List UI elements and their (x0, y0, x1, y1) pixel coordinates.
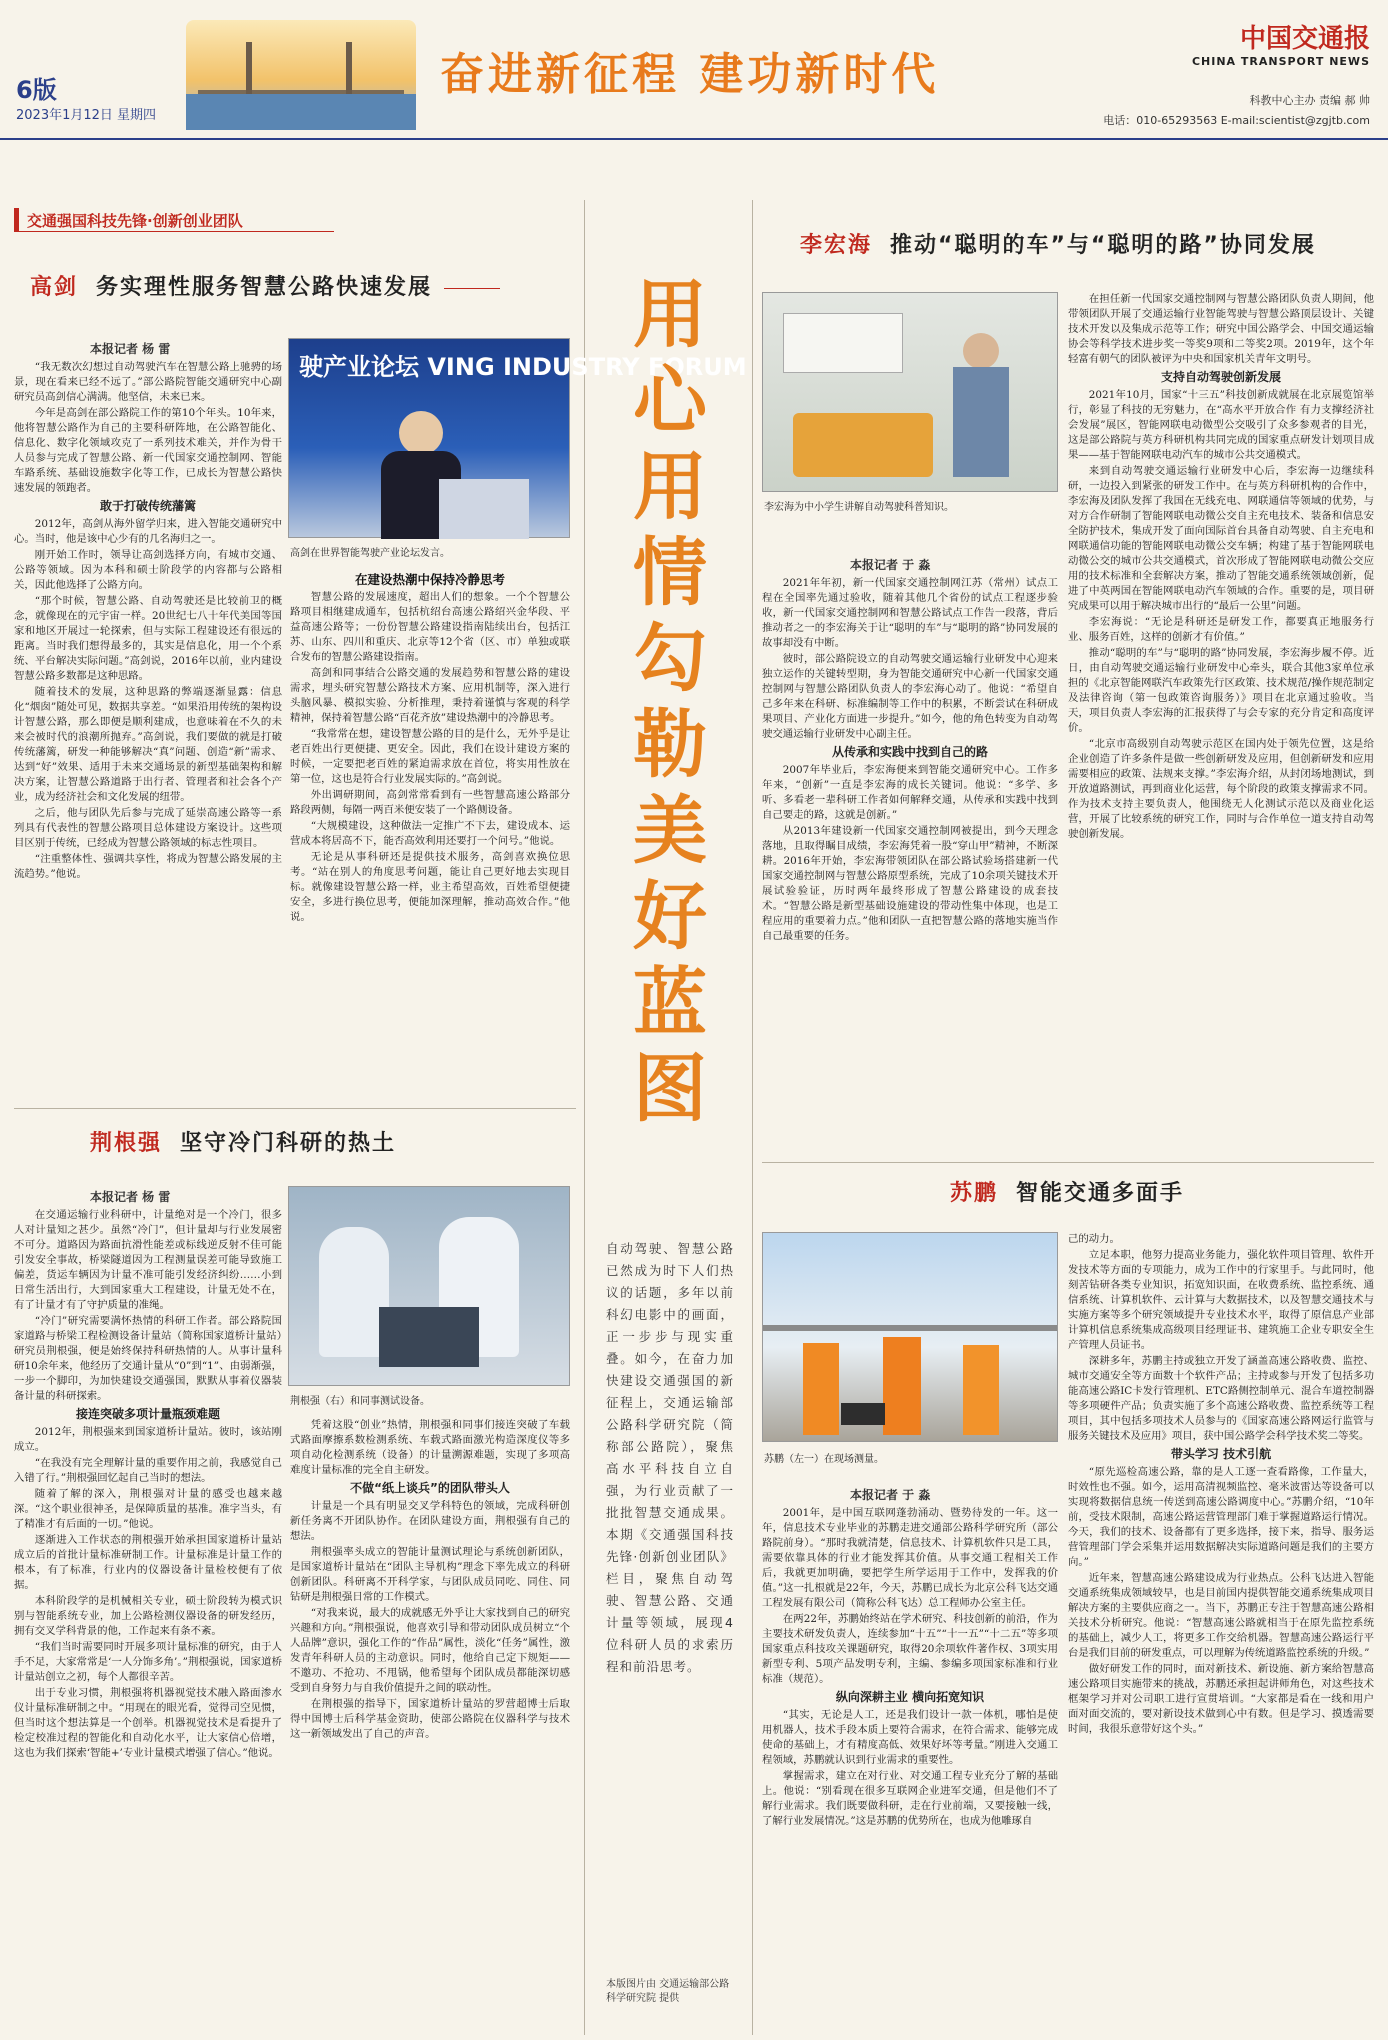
subheading: 带头学习 技术引航 (1170, 1447, 1272, 1461)
paragraph: “北京市高级别自动驾驶示范区在国内处于领先位置，这是给企业创造了许多条件是做一些创新研发及应用，但创新研发和应用需要相应的政策、法规来支撑。”李宏海介绍，从封闭场地测试，到开放道路测试，再到商业化运营，每个阶段的政策支撑需求不同。作为技术支持主要负责人，他围绕无人化测试示范以及商业化运营，开展了比较系统的研究工作，同时与合作单位一道支持自动驾驶创新发展。 (1068, 738, 1374, 840)
test-equipment (379, 1307, 479, 1367)
paragraph: 凭着这股“创业”热情，荆根强和同事们接连突破了车载式路面摩擦系数检测系统、车载式路面激光构造深度仪等多项自动化检测系统（设备）的计量溯源难题，实现了多项高难度计量标准的完全自主研发。 (290, 1419, 570, 1476)
paragraph: “那个时候，智慧公路、自动驾驶还是比较前卫的概念，就像现在的元宇宙一样。20世纪七八十年代美国等国家和地区开展过一轮探索，但与实际工程建设还有很远的距离。当时我们想得最多的，其实是信息化，用一个个系统、平台解决实际问题。”高剑说，2016年以前，业内建设智慧公路多数都是这种思路。 (14, 595, 282, 682)
podium (439, 479, 529, 539)
headline-jinggenqiang (90, 1126, 396, 1157)
paragraph: “注重整体性、强调共享性，将成为智慧公路发展的主流趋势。”他说。 (14, 853, 282, 880)
paragraph: “我常常在想，建设智慧公路的目的是什么，无外乎是让老百姓出行更便捷、更安全。因此，我们在设计建设方案的时候，一定要把老百姓的紧迫需求放在首位，将实用性放在第一位，这也是符合行业发展实际的。”高剑说。 (290, 728, 570, 785)
paragraph: 本科阶段学的是机械相关专业，硕士阶段转为模式识别与智能系统专业，加上公路检测仪器设备的研发经历，拥有交叉学科背景的他，工作起来有条不紊。 (14, 1595, 282, 1637)
highway-overpass (763, 1325, 1057, 1331)
article-column (290, 1418, 570, 2033)
paragraph: 李宏海说：“无论是科研还是研发工作，都要真正地服务行业、服务百姓，这样的创新才有价值。” (1068, 616, 1374, 643)
person-name: 荆根强 (90, 1131, 163, 1156)
story-divider-left (14, 1108, 576, 1109)
subheading: 在建设热潮中保持冷静思考 (354, 572, 505, 587)
photo-caption: 高剑在世界智能驾驶产业论坛发言。 (290, 548, 450, 559)
speaker-body (953, 367, 1009, 477)
paragraph: 在两22年，苏鹏始终站在学术研究、科技创新的前沿，作为主要技术研发负责人，连续参加“十五”“十一五”“十二五”等多项国家重点科技攻关课题研究，取得20余项软件著作权、3项实用新型专利、5项产品发明专利，主编、参编多项国家标准和行业标准（规范）。 (762, 1613, 1058, 1685)
article-column (290, 590, 570, 1105)
newspaper-logo (1192, 18, 1370, 68)
story-divider-right (762, 1162, 1374, 1163)
worker-in-safety-vest (963, 1345, 999, 1435)
paragraph: 彼时，部公路院设立的自动驾驶交通运输行业研发中心迎来独立运作的关键转型期，身为智能交通研究中心新一代国家交通控制网与智慧公路团队负责人的李宏海心动了。他说：“希望自己多年来在科研、标准编制等工作中的积累，不断尝试在科研成果项目、产业化方面进一步提升。”如今，他的角色转变为自动驾驶交通运输行业研发中心副主任。 (762, 653, 1058, 740)
slogan-banner: 奋进新征程 建功新时代 (440, 49, 940, 100)
subheading: 纵向深耕主业 横向拓宽知识 (835, 1690, 985, 1704)
paragraph: “我们当时需要同时开展多项计量标准的研究，由于人手不足，大家常常是‘一人分饰多角’。”荆根强说，国家道桥计量站创立之初，每个人都很辛苦。 (14, 1641, 282, 1683)
subheading: 从传承和实践中找到自己的路 (831, 745, 988, 759)
paragraph: “我无数次幻想过自动驾驶汽车在智慧公路上驰骋的场景，现在看来已经不远了。”部公路院智能交通研究中心副研究员高剑信心满满。他坚信，未来已来。 (14, 361, 282, 403)
person-name: 苏鹏 (950, 1181, 999, 1206)
paragraph: 立足本职，他努力提高业务能力，强化软件项目管理、软件开发技术等方面的专项能力，成为工作中的行家里手。与此同时，他刻苦钻研各类专业知识，拓宽知识面，在收费系统、监控系统、通信系统、计算机软件、云计算与大数据技术，以及智慧交通技术与实施方案等多个研究领域提升专业技术水平，取得了原信息产业部计算机信息系统集成高级项目经理证书、建筑施工企业专职安全生产管理人员证书。 (1068, 1249, 1374, 1351)
byline: 本报记者 于 淼 (850, 558, 931, 572)
photo-supeng-field (762, 1232, 1058, 1442)
headline-text: 智能交通多面手 (1016, 1181, 1185, 1206)
paragraph: 无论是从事科研还是提供技术服务，高剑喜欢换位思考。“站在别人的角度思考问题，能让自己更好地去实现目标。就像建设智慧公路一样，业主希望高效，百姓希望便捷安全，多进行换位思考，便能加深理解，推动高效合作。”他说。 (290, 851, 570, 923)
brand-name-cn: 中国交通报 (1239, 24, 1370, 54)
worker-in-safety-vest (803, 1343, 839, 1435)
paragraph: 2012年，高剑从海外留学归来，进入智能交通研究中心。当时，他是该中心少有的几名海归之一。 (14, 518, 282, 545)
paragraph: 之后，他与团队先后参与完成了延崇高速公路等一系列具有代表性的智慧公路项目总体建设方案设计。这些项目区别于传统，已经成为智慧公路领域的标志性项目。 (14, 807, 282, 849)
contact-line: 电话：010-65293563 E-mail:scientist@zgjtb.com (1103, 114, 1370, 127)
paragraph: 外出调研期间，高剑常常看到有一些智慧高速公路部分路段两侧，每隔一两百米便安装了一个路侧设备。 (290, 789, 570, 816)
paragraph: 刚开始工作时，领导让高剑选择方向，有城市交通、公路等领域。因为本科和硕士阶段学的内容都与公路相关，因此他选择了公路方向。 (14, 549, 282, 591)
issue-date: 2023年1月12日 星期四 (16, 108, 157, 123)
speaker-head (963, 333, 999, 369)
paragraph: 在担任新一代国家交通控制网与智慧公路团队负责人期间，他带领团队开展了交通运输行业智能驾驶与智慧公路顶层设计、关键技术开发以及集成示范等工作；研究中国公路学会、中国交通运输协会等科学技术进步奖一等奖9项和二等奖2项。2019年，这个年轻富有朝气的团队被评为中央和国家机关青年文明号。 (1068, 293, 1374, 365)
paragraph: 近年来，智慧高速公路建设成为行业热点。公科飞达进入智能交通系统集成领域较早，也是目前国内提供智能交通系统集成项目解决方案的主要供应商之一。当下，苏鹏正专注于智慧高速公路相关技术分析研究。他说：“智慧高速公路就相当于在原先监控系统的基础上，减少人工，将更多工作交给机器。智慧高速公路运行平台是我们目前的研发重点，可以理解为传统道路监控系统的升级。” (1068, 1572, 1374, 1659)
photo-credit: 本版图片由 交通运输部公路科学研究院 提供 (606, 1979, 730, 2004)
paragraph: 深耕多年，苏鹏主持或独立开发了涵盖高速公路收费、监控、城市交通安全等方面数十个软件产品；主持或参与开发了包括多功能高速公路IC卡发行管理机、ETC路侧控制单元、混合车道控制器等多项硬件产品；负责实施了多个高速公路收费、监控系统等工程项目，其中包括多项技术人员参与的《国家高速公路网运行监管与服务关键技术及应用》项目，获中国公路学会科学技术奖二等奖。 (1068, 1355, 1374, 1442)
headline-text: 务实理性服务智慧公路快速发展 (96, 275, 433, 300)
feature-introduction: 自动驾驶、智慧公路已然成为时下人们热议的话题，多年以前科幻电影中的画面，正一步步与现实重叠。如今，在奋力加快建设交通强国的新征程上，交通运输部公路科学研究院（简称部公路院），聚焦高水平科技自立自强，为行业贡献了一批批智慧交通成果。本期《交通强国科技先锋·创新创业团队》栏目，聚焦自动驾驶、智慧公路、交通计量等领域，展现4位科研人员的求索历程和前沿思考。 (606, 1241, 734, 1674)
measuring-instrument (841, 1403, 885, 1425)
paragraph: “对我来说，最大的成就感无外乎让大家找到自己的研究兴趣和方向。”荆根强说，他喜欢引导和带动团队成员树立“个人品牌”意识，强化工作的“作品”属性，淡化“任务”属性，激发青年科研人员的主动意识。同时，他给自己定下规矩——不邀功、不抢功、不甩锅，他希望每个团队成员都能深切感受到自身努力与自我价值提升之间的联动性。 (290, 1607, 570, 1694)
article-column (14, 1208, 282, 2033)
column-divider-right (752, 200, 753, 2035)
paragraph: 出于专业习惯，荆根强将机器视觉技术融入路面渗水仪计量标准研制之中。“用现在的眼光看，觉得司空见惯，但当时这个想法算是一个创举。机器视觉技术是看提升了检定校准过程的智能化和自动化水平，让大家信心倍增，这也为我们探索‘智能+’专业计量模式增强了信心。”他说。 (14, 1687, 282, 1759)
byline: 本报记者 杨 雷 (90, 342, 171, 356)
subheading: 不做“纸上谈兵”的团队带头人 (350, 1481, 510, 1495)
paragraph: 己的动力。 (1068, 1233, 1120, 1245)
photo-gaojian-forum (288, 338, 747, 538)
subheading: 支持自动驾驶创新发展 (1160, 370, 1281, 384)
column-tag: 交通强国科技先锋·创新创业团队 (14, 208, 334, 232)
article-column (1068, 292, 1374, 1156)
photo-jinggenqiang-lab (288, 1186, 570, 1386)
editor-line: 科教中心主办 责编 郝 帅 (1249, 94, 1370, 107)
page-number: 6版 (16, 76, 57, 104)
paragraph: 2021年年初，新一代国家交通控制网江苏（常州）试点工程在全国率先通过验收，随着其他几个省份的试点工程逐步验收，新一代国家交通控制网和智慧公路试点工作告一段落，背后推动者之一的李宏海关于让“聪明的车”与“聪明的路”协同发展的故事却没有中断。 (762, 577, 1058, 649)
headline-gaojian (30, 270, 500, 301)
feature-title: 用心用情勾勒美好蓝图 (633, 272, 707, 1132)
paragraph: 高剑和同事结合公路交通的发展趋势和智慧公路的建设需求，埋头研究智慧公路技术方案、应用机制等，深入进行头脑风暴、模拟实验、分析推理，秉持着谨慎与客观的科学精神，保持着智慧公路“百花齐放”建设热潮中的冷静思考。 (290, 667, 570, 724)
paragraph: “冷门”研究需要满怀热情的科研工作者。部公路院国家道路与桥梁工程检测设备计量站（简称国家道桥计量站）研究员荆根强，便是始终保持科研热情的人。从事计量科研10余年来，他经历了交通计量从“0”到“1”、由弱渐强，一步一个脚印，为加快建设交通强国，默默从事着仪器装备计量的科研探索。 (14, 1315, 282, 1402)
paragraph: 从2013年建设新一代国家交通控制网被提出，到今天理念落地，且取得瞩目成绩，李宏海凭着一股“穿山甲”精神，不断深耕。2016年开始，李宏海带领团队在部公路试验场搭建新一代国家交通控制网与智慧公路原型系统，完成了10余项关键技术开展试验验证，历时两年最终形成了智慧公路建设的成套技术。“智慧公路是新型基础设施建设的带动性集中体现，也是工程应用的重要着力点。”他和团队一直把智慧公路的落地实施当作自己最重要的任务。 (762, 825, 1058, 942)
article-column (762, 576, 1058, 1156)
photo-sign-text: 驶产业论坛 VING INDUSTRY FORUM (299, 353, 747, 381)
photo-lihonghai-classroom (762, 292, 1058, 492)
paragraph: 逐渐进入工作状态的荆根强开始承担国家道桥计量站成立后的首批计量标准研制工作。计量标准是计量工作的根本，有了标准，行业内的仪器设备计量检校便有了依据。 (14, 1534, 282, 1591)
paragraph: “其实，无论是人工，还是我们设计一款一体机，哪怕是使用机器人，技术手段本质上要符合需求，在符合需求、能够完成使命的基础上，才有精度高低、效果好坏等考量。”刚进入交通工程领域，苏鹏就认识到行业需求的重要性。 (762, 1709, 1058, 1766)
paragraph: 推动“聪明的车”与“聪明的路”协同发展，李宏海步履不停。近日，由自动驾驶交通运输行业研发中心牵头，联合其他3家单位承担的《北京智能网联汽车政策先行区政策、技术规范/操作规范制定及法律咨询（第一包政策咨询服务）》项目在北京通过验收。当天，项目负责人李宏海的汇报获得了与会专家的充分肯定和高度评价。 (1068, 647, 1374, 734)
headline-text: 坚守冷门科研的热土 (180, 1131, 397, 1156)
paragraph: 做好研发工作的同时，面对新技术、新设施、新方案给智慧高速公路项目实施带来的挑战，苏鹏还承担起讲师角色，对这些技术框架学习并对公司职工进行宣贯培训。“大家都是看在一线和用户面对面交流的，要对新设技术做到心中有数。但是学习、摸透需要时间，我很乐意带好这个头。” (1068, 1663, 1374, 1735)
paragraph: 2012年，荆根强来到国家道桥计量站。彼时，该站刚成立。 (14, 1426, 282, 1453)
article-column (1068, 1232, 1374, 2034)
person-name: 高剑 (30, 275, 79, 300)
masthead (0, 0, 1388, 140)
paragraph: 掌握需求，建立在对行业、对交通工程专业充分了解的基础上。他说：“别看现在很多互联网企业进军交通，但是他们不了解行业需求。我们既要做科研，走在行业前端，又要接触一线，了解行业发展情况。”这是苏鹏的优势所在，也成为他雕琢自 (762, 1770, 1058, 1827)
photo-caption: 李宏海为中小学生讲解自动驾驶科普知识。 (764, 502, 954, 513)
brand-name-en: CHINA TRANSPORT NEWS (1191, 55, 1370, 68)
paragraph: “大规模建设，这种做法一定推广不下去，建设成本、运营成本将居高不下，能否高效利用还要打一个问号。”他说。 (290, 820, 570, 847)
subheading: 敢于打破传统藩篱 (99, 499, 196, 513)
paragraph: 2021年10月，国家“十三五”科技创新成就展在北京展览馆举行，彰显了科技的无穷魅力，在“高水平开放合作 有力支撑经济社会发展”展区，智能网联电动微型公交吸引了众多参观者的目光，这是部公路院与英方科研机构共同完成的国家重点研发计划项目成果——基于智能网联电动汽车的城市公共交通模式。 (1068, 389, 1374, 461)
paragraph: 来到自动驾驶交通运输行业研发中心后，李宏海一边继续科研，一边投入到紧张的研发工作中。在与英方科研机构的合作中，李宏海及团队发挥了我国在无线充电、网联通信等领域的优势，与对方合作研制了智能网联电动微公交自主充电技术、装备和信息安全防护技术，集成开发了面向国际首台具备自动驾驶、自主充电和网联通信功能的智能网联电动微公交车辆；构建了基于智能网联电动微公交的城市公共交通模式，首次形成了智能网联电动微公交应用的技术标准和全套解决方案，推动了智能交通系统领域创新，促进了中英两国在智能网联电动汽车领域的合作。重要的是，项目研究成果可以用于解决城市出行的“最后一公里”问题。 (1068, 465, 1374, 612)
paragraph: 今年是高剑在部公路院工作的第10个年头。10年来，他将智慧公路作为自己的主要科研阵地，在公路智能化、信息化、数字化领域攻克了一系列技术难关，并作为骨干人员参与完成了智慧公路、新一代国家交通控制网、智能车路系统、基础设施数字化等工作，已成长为智慧公路快速发展的领跑者。 (14, 407, 282, 494)
headline-lihonghai (800, 228, 1316, 259)
paragraph: “原先巡检高速公路，靠的是人工逐一查看路像，工作量大，时效性也不强。如今，运用高清视频监控、毫米波雷达等设备可以实现将数据信息统一传送到高速公路调度中心。”苏鹏介绍，“10年前，受技术限制，高速公路运营管理部门难于掌握道路运行情况。今天，我们的技术、设备都有了更多选择，接下来，指导、服务运营管理部门学会采集并运用数据解决实际道路问题是我们的主要方向。” (1068, 1466, 1374, 1568)
paragraph: 2007年毕业后，李宏海便来到智能交通研究中心。工作多年来，“创新”一直是李宏海的成长关键词。他说：“多学、多听、多看老一辈科研工作者如何解释交通，从传承和实践中找到自己要走的路，这就是创新。” (762, 764, 1058, 821)
classroom-screen (783, 313, 903, 373)
subheading: 接连突破多项计量瓶颈难题 (75, 1407, 220, 1421)
article-column (14, 360, 282, 1105)
byline: 本报记者 于 淼 (850, 1488, 931, 1502)
students-group (793, 413, 933, 477)
photo-caption: 荆根强（右）和同事测试设备。 (290, 1396, 430, 1407)
headline-supeng (950, 1176, 1184, 1207)
person-name: 李宏海 (800, 233, 873, 258)
byline: 本报记者 杨 雷 (90, 1190, 171, 1204)
paragraph: 智慧公路的发展速度，超出人们的想象。一个个智慧公路项目相继建成通车，包括杭绍台高速公路绍兴金华段、平益高速公路等；一份份智慧公路建设指南陆续出台，包括江苏、山东、四川和重庆、北京等12个省（区、市）单独或联合发布的智慧公路建设指南。 (290, 591, 570, 663)
paragraph: “在我没有完全理解计量的重要作用之前，我感觉自己入错了行。”荆根强回忆起自己当时的想法。 (14, 1457, 282, 1484)
paragraph: 随着技术的发展，这种思路的弊端逐渐显露：信息化“烟囱”随处可见，数据共享差。“如果沿用传统的架构设计智慧公路，那么即便是顺利建成，也意味着在不久的未来会被时代的浪潮所抛弃。”高剑说，我们要做的就是打破传统藩篱，研发一种能够解决“真”问题、创造“新”需求、达到“好”效果、适用于未来交通场景的新型基础架构和解决方案，让智慧公路道路于出行者、管理者和社会各个产业，成为经济社会和文化发展的纽带。 (14, 686, 282, 803)
headline-text: 推动“聪明的车”与“聪明的路”协同发展 (890, 233, 1316, 258)
paragraph: 随着了解的深入，荆根强对计量的感受也越来越深。“这个职业很神圣，是保障质量的基准。准字当头，有了精准才有后面的一切。”他说。 (14, 1488, 282, 1530)
bridge-illustration (186, 20, 416, 130)
photo-caption: 苏鹏（左一）在现场测量。 (764, 1454, 884, 1465)
column-divider-left (584, 200, 585, 2035)
paragraph: 计量是一个具有明显交叉学科特色的领域，完成科研创新任务离不开团队协作。在团队建设方面，荆根强有自己的想法。 (290, 1500, 570, 1542)
paragraph: 在荆根强的指导下，国家道桥计量站的罗营超博士后取得中国博士后科学基金资助，使部公路院在仪器科学与技术这一新领域发出了自己的声音。 (290, 1698, 570, 1740)
worker-in-safety-vest (883, 1337, 921, 1435)
paragraph: 2001年，是中国互联网蓬勃涌动、暨势待发的一年。这一年，信息技术专业毕业的苏鹏走进交通部公路科学研究所（部公路院前身）。“那时我就清楚，信息技术、计算机软件只是工具，需要依靠具体的行业才能发挥其价值。从事交通工程相关工作后，我就更加明确，要把学生所学运用于工作中，发挥我的价值。”这一扎根就是22年，今天，苏鹏已成长为北京公科飞达交通工程发展有限公司（简称公科飞达）总工程师办公室主任。 (762, 1507, 1058, 1609)
paragraph: 荆根强率头成立的智能计量测试理论与系统创新团队，是国家道桥计量站在“团队主导机构”理念下率先成立的科研创新团队。科研离不开科学家，与团队成员同吃、同住、同钻研是荆根强日常的工作模式。 (290, 1546, 570, 1603)
paragraph: 在交通运输行业科研中，计量绝对是一个冷门，很多人对计量知之甚少。虽然“冷门”，但计量却与行业发展密不可分。道路因为路面抗滑性能差或标线逆反射不佳可能引发安全事故，桥梁隧道因为工程测量误差可能导致施工偏差，货运车辆因为计量不准可能引发经济纠纷……小到日常生活出行，大到国家重大工程建设，计量无处不在，有了计量才有了守护质量的准绳。 (14, 1209, 282, 1311)
article-column (762, 1506, 1058, 2034)
speaker-head (399, 411, 443, 455)
